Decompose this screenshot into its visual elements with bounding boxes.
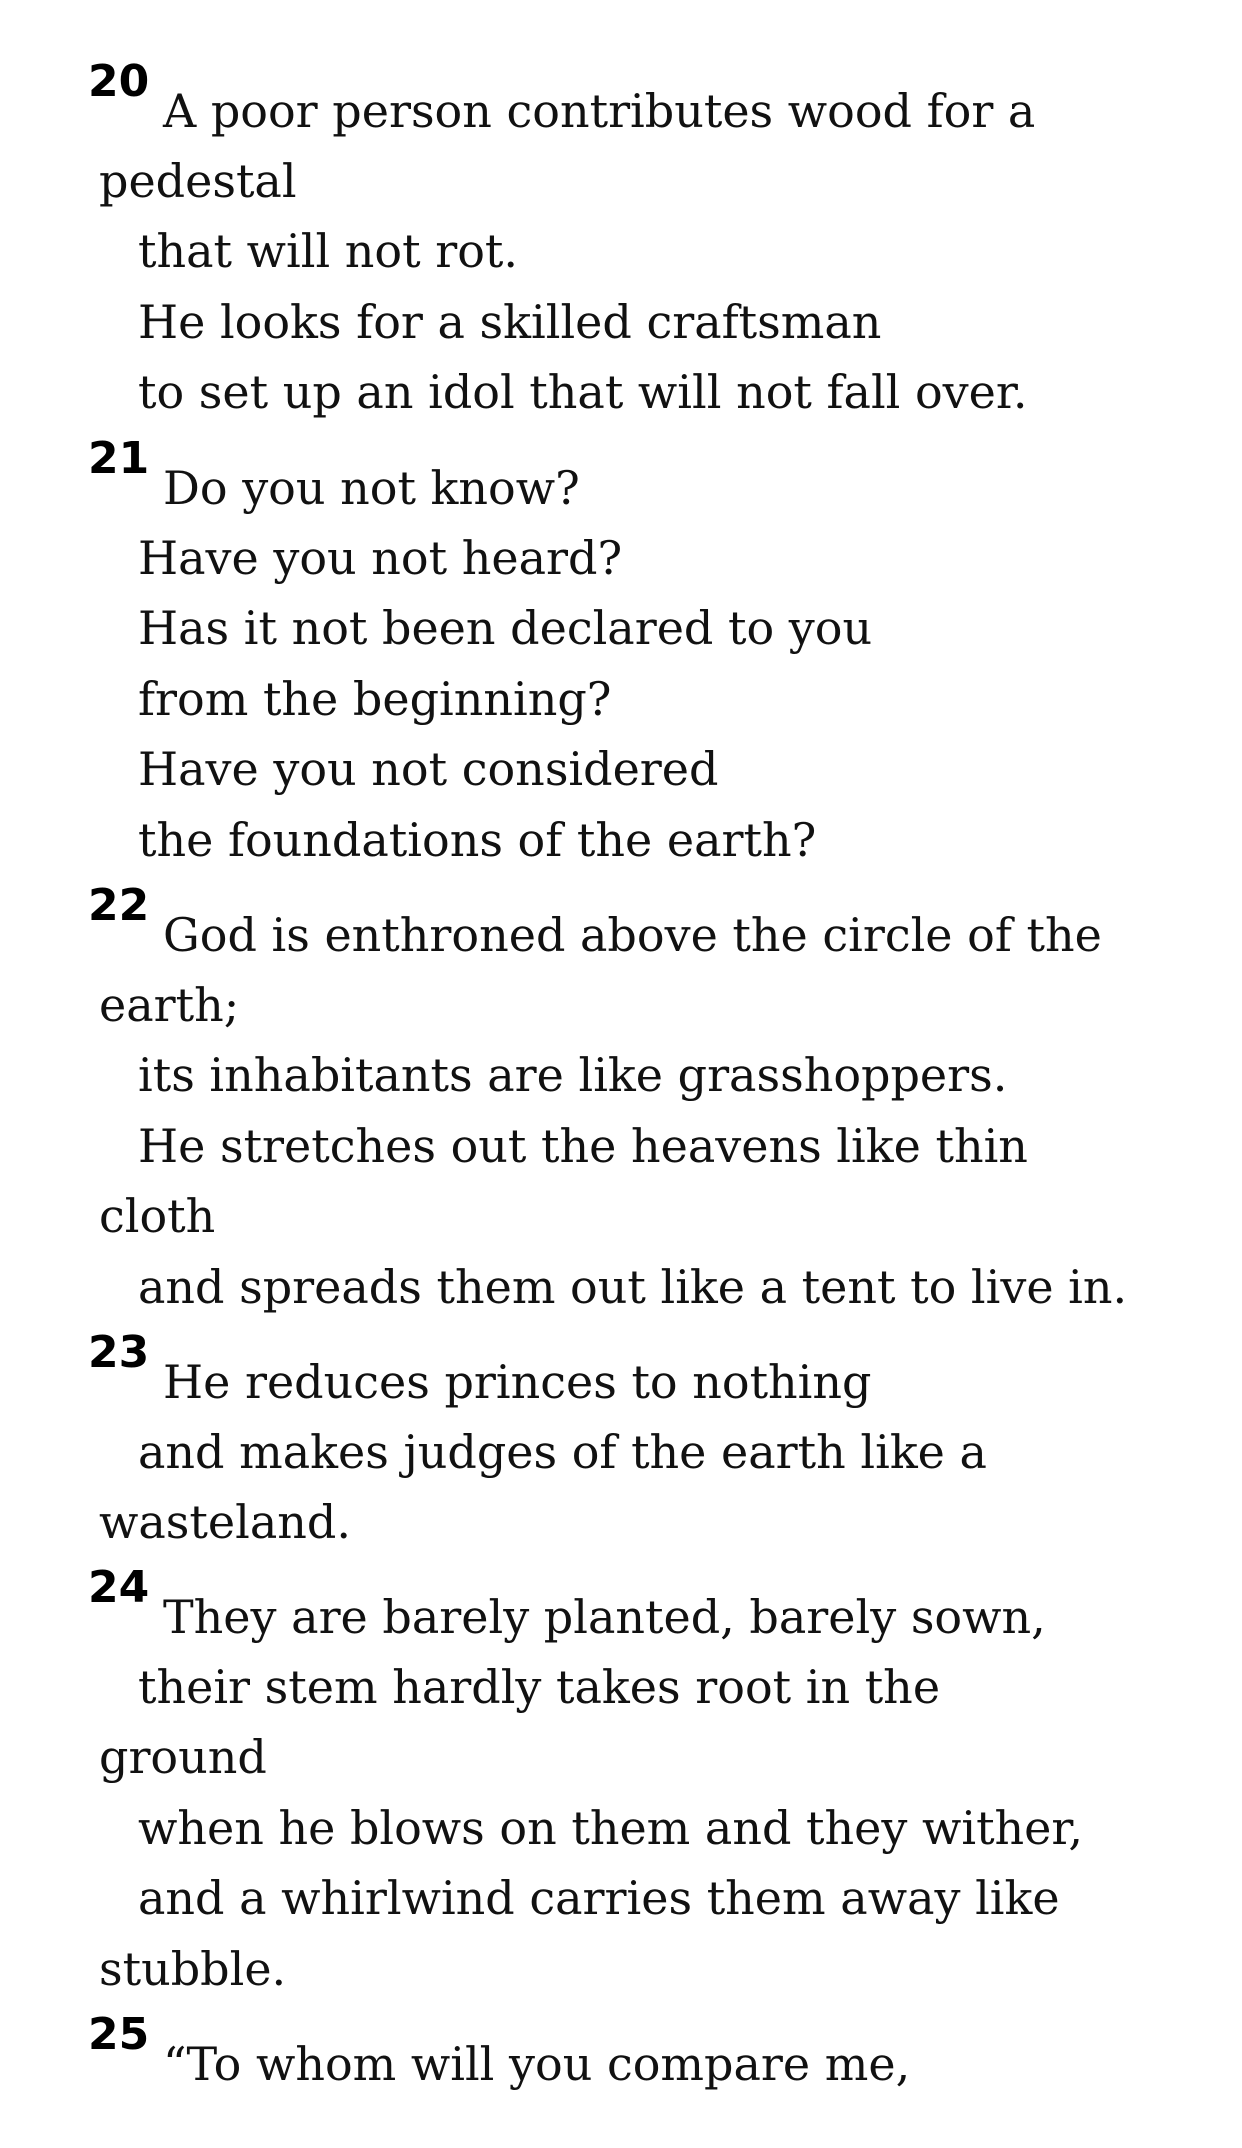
verse-line: Have you not considered <box>138 742 719 796</box>
verse-line: its inhabitants are like grasshoppers. <box>138 1048 1008 1102</box>
verse-line: Has it not been declared to you <box>138 601 873 655</box>
verse-number: 23 <box>88 1327 150 1378</box>
verse-line: to set up an idol that will not fall over. <box>138 365 1028 419</box>
verse-line: He stretches out the heavens like thin <box>138 1119 1028 1173</box>
verse-line: “To whom will you compare me, <box>163 2037 911 2091</box>
verse-line: A poor person contributes wood for a <box>163 84 1036 138</box>
verse-line: Have you not heard? <box>138 531 623 585</box>
verse-line: and spreads them out like a tent to live in. <box>138 1260 1128 1314</box>
verse-line: their stem hardly takes root in the <box>138 1660 941 1714</box>
verse-number: 21 <box>88 433 150 484</box>
verse-line: pedestal <box>99 154 297 208</box>
verse-line: ground <box>99 1730 267 1784</box>
verse-line: He looks for a skilled craftsman <box>138 295 882 349</box>
verse-number: 24 <box>88 1562 150 1613</box>
verse-line: from the beginning? <box>138 672 612 726</box>
verse-line: when he blows on them and they wither, <box>138 1801 1083 1855</box>
verse-line: He reduces princes to nothing <box>163 1355 872 1409</box>
verse-line: cloth <box>99 1189 216 1243</box>
verse-line: and a whirlwind carries them away like <box>138 1871 1060 1925</box>
verse-line: Do you not know? <box>163 461 580 515</box>
verse-line: and makes judges of the earth like a <box>138 1425 987 1479</box>
verse-number: 25 <box>88 2009 150 2060</box>
verse-line: earth; <box>99 978 240 1032</box>
verse-line: the foundations of the earth? <box>138 813 817 867</box>
verse-line: stubble. <box>99 1942 287 1996</box>
verse-number: 22 <box>88 880 150 931</box>
verse-line: God is enthroned above the circle of the <box>163 908 1102 962</box>
verse-line: that will not rot. <box>138 224 518 278</box>
verse-number: 20 <box>88 56 150 107</box>
verse-line: They are barely planted, barely sown, <box>163 1590 1046 1644</box>
verse-line: wasteland. <box>99 1495 351 1549</box>
